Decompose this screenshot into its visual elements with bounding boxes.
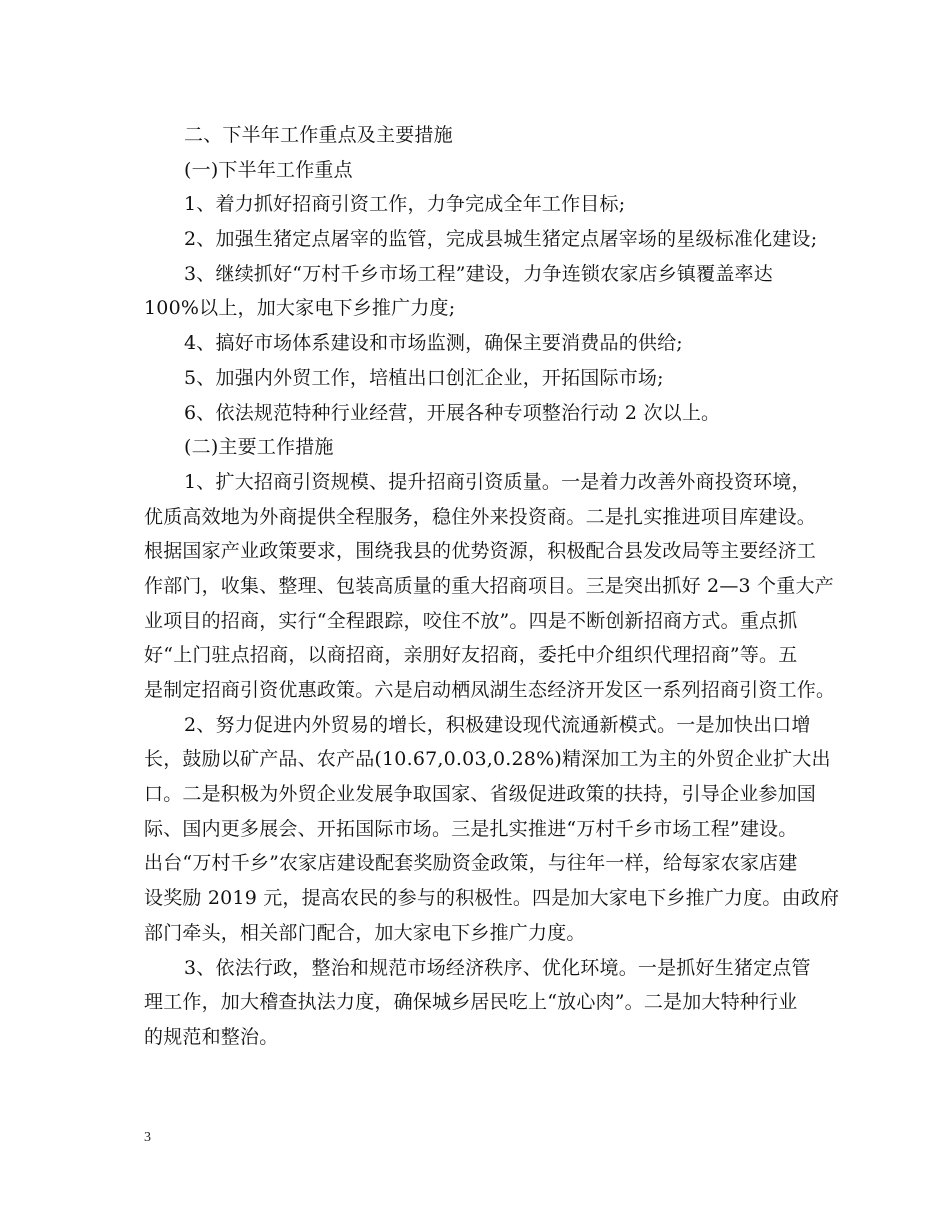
- text-line: 4、搞好市场体系建设和市场监测，确保主要消费品的供给;: [184, 332, 683, 355]
- text-line: 2、努力促进内外贸易的增长，积极建设现代流通新模式。一是加快出口增: [184, 713, 811, 736]
- subsection-heading: (二)主要工作措施: [184, 436, 334, 459]
- text-line: 长，鼓励以矿产品、农产品(10.67,0.03,0.28%)精深加工为主的外贸企业扩大出: [144, 748, 831, 771]
- text-line: 出台“万村千乡”农家店建设配套奖励资金政策，与往年一样，给每家农家店建: [144, 852, 798, 875]
- text-line: 5、加强内外贸工作，培植出口创汇企业，开拓国际市场;: [184, 366, 664, 389]
- text-line: 2、加强生猪定点屠宰的监管，完成县城生猪定点屠宰场的星级标准化建设;: [184, 228, 818, 251]
- section-heading: 二、下半年工作重点及主要措施: [184, 124, 453, 146]
- text-line: 根据国家产业政策要求，围绕我县的优势资源，积极配合县发改局等主要经济工: [144, 540, 817, 563]
- text-line: 3、继续抓好“万村千乡市场工程”建设，力争连锁农家店乡镇覆盖率达: [184, 262, 773, 285]
- text-line: 6、依法规范特种行业经营，开展各种专项整治行动 2 次以上。: [184, 401, 721, 424]
- text-line: 1、扩大招商引资规模、提升招商引资质量。一是着力改善外商投资环境，: [184, 470, 811, 493]
- text-line: 际、国内更多展会、开拓国际市场。三是扎实推进“万村千乡市场工程”建设。: [144, 817, 798, 840]
- text-line: 作部门，收集、整理、包装高质量的重大招商项目。三是突出抓好 2—3 个重大产: [144, 574, 834, 597]
- subsection-heading: (一)下半年工作重点: [184, 158, 353, 181]
- text-line: 1、着力抓好招商引资工作，力争完成全年工作目标;: [184, 193, 626, 216]
- text-line: 优质高效地为外商提供全程服务，稳住外来投资商。二是扎实推进项目库建设。: [144, 505, 817, 528]
- text-line: 设奖励 2019 元，提高农民的参与的积极性。四是加大家电下乡推广力度。由政府: [144, 887, 840, 910]
- document-body: [144, 118, 840, 1055]
- text-line: 3、依法行政，整治和规范市场经济秩序、优化环境。一是抓好生猪定点管: [184, 956, 811, 979]
- page-number: 3: [144, 1130, 151, 1145]
- text-line: 业项目的招商，实行“全程跟踪，咬住不放”。四是不断创新招商方式。重点抓: [144, 609, 798, 632]
- text-line: 的规范和整治。: [144, 1025, 279, 1048]
- text-line: 部门牵头，相关部门配合，加大家电下乡推广力度。: [144, 921, 586, 944]
- text-line: 好“上门驻点招商，以商招商，亲朋好友招商，委托中介组织代理招商”等。五: [144, 644, 798, 667]
- text-line: 是制定招商引资优惠政策。六是启动栖凤湖生态经济开发区一系列招商引资工作。: [144, 679, 836, 701]
- text-line: 理工作，加大稽查执法力度，确保城乡居民吃上“放心肉”。二是加大特种行业: [144, 991, 798, 1014]
- text-line: 100%以上，加大家电下乡推广力度;: [144, 297, 456, 320]
- text-line: 口。二是积极为外贸企业发展争取国家、省级促进政策的扶持，引导企业参加国: [144, 783, 817, 806]
